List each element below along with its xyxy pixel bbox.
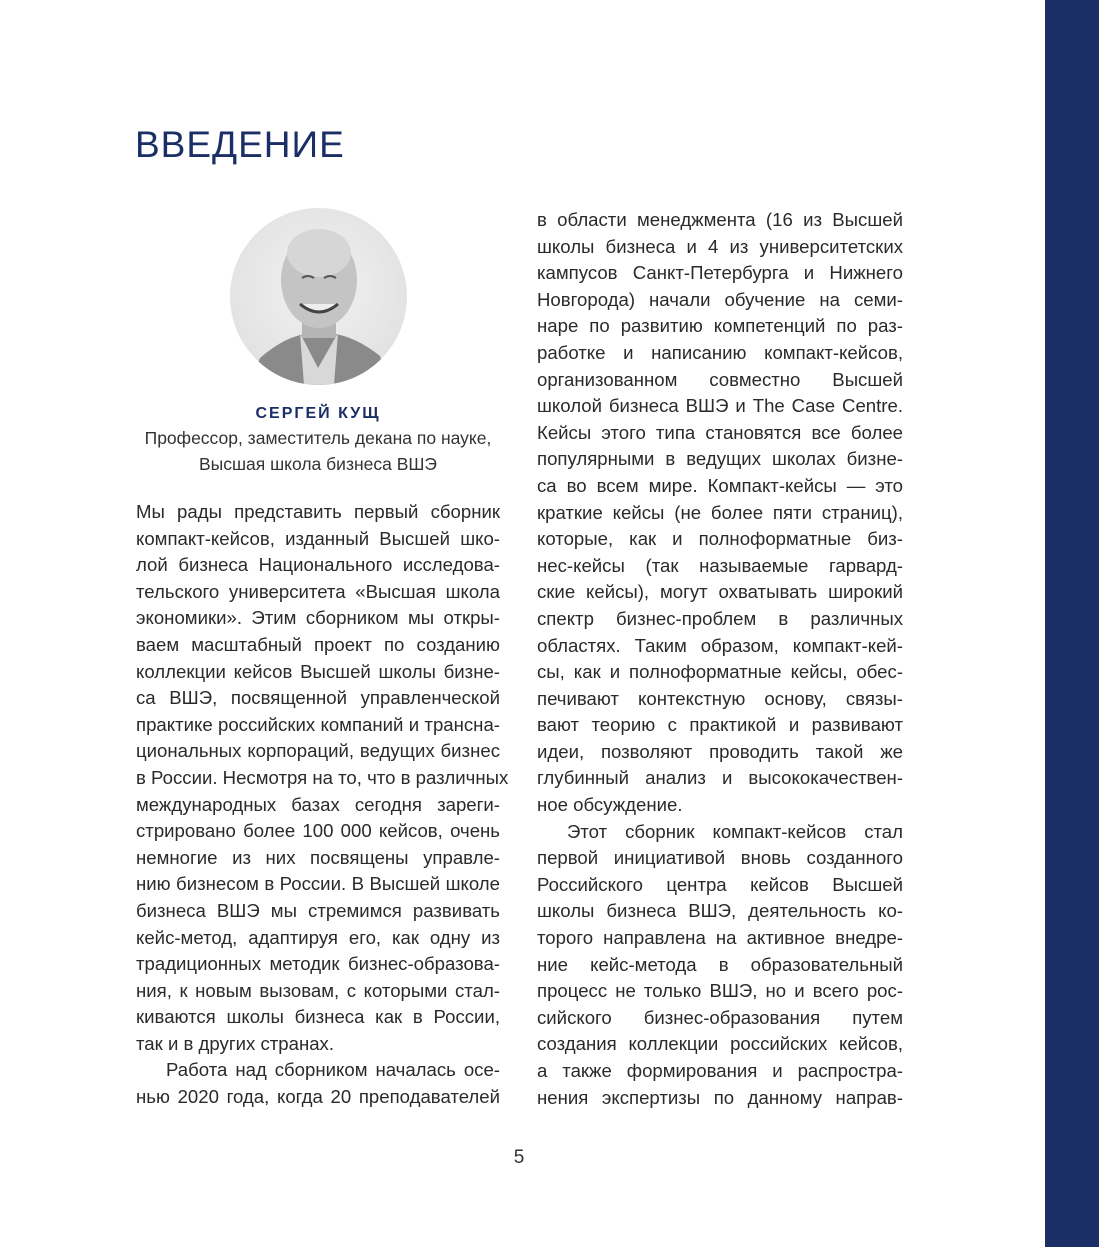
page-title: ВВЕДЕНИЕ — [135, 124, 345, 165]
text-line: стрировано более 100 000 кейсов, очень — [136, 820, 500, 842]
author-name: СЕРГЕЙ КУЩ — [255, 405, 381, 422]
text-line: школы бизнеса ВШЭ, деятельность ко- — [537, 900, 903, 922]
text-line: краткие кейсы (не более пяти страниц), — [537, 501, 903, 523]
text-line: которые, как и полноформатные биз- — [537, 528, 903, 550]
text-line: школы бизнеса и 4 из университетских — [537, 235, 903, 257]
text-line: международных базах сегодня зареги- — [136, 793, 500, 815]
text-line: создания коллекции российских кейсов, — [537, 1033, 903, 1055]
text-line: киваются школы бизнеса как в России, — [136, 1006, 500, 1028]
text-line: школой бизнеса ВШЭ и The Case Centre. — [537, 395, 903, 417]
text-line: торого направлена на активное внедре- — [537, 927, 903, 949]
text-line: са во всем мире. Компакт-кейсы — это — [537, 474, 903, 496]
text-line: экономики». Этим сборником мы откры- — [136, 607, 500, 629]
text-line: ное обсуждение. — [537, 794, 683, 816]
text-column-right — [537, 207, 903, 1111]
text-column-left — [136, 499, 509, 1111]
text-line: печивают контекстную основу, связы- — [537, 687, 903, 709]
text-line: нию бизнесом в России. В Высшей школе — [136, 873, 500, 895]
text-line: кейс-метод, адаптируя его, как одну из — [136, 926, 500, 948]
text-line: бизнеса ВШЭ мы стремимся развивать — [136, 899, 500, 921]
text-line: идеи, позволяют проводить такой же — [537, 740, 903, 762]
text-line: ваем масштабный проект по созданию — [136, 633, 500, 655]
text-line: нью 2020 года, когда 20 преподавателей — [136, 1086, 500, 1108]
page-number: 5 — [513, 1147, 525, 1168]
text-line: в области менеджмента (16 из Высшей — [537, 209, 903, 230]
portrait-image — [230, 208, 407, 385]
text-line: циональных корпораций, ведущих бизнес — [136, 740, 500, 762]
text-line: Этот сборник компакт-кейсов стал — [567, 820, 903, 842]
text-line: первой инициативой вновь созданного — [537, 847, 903, 869]
text-line: так и в других странах. — [136, 1032, 335, 1054]
text-line: нения экспертизы по данному направ- — [537, 1086, 903, 1108]
text-line: компакт-кейсов, изданный Высшей шко- — [136, 527, 500, 549]
text-line: Работа над сборником началась осе- — [166, 1059, 500, 1081]
text-line: немногие из них посвящены управле- — [136, 846, 500, 868]
text-line: работке и написанию компакт-кейсов, — [537, 341, 903, 363]
text-line: глубинный анализ и высококачествен- — [537, 767, 903, 789]
text-line: наре по развитию компетенций по раз- — [537, 315, 903, 337]
text-line: организованном совместно Высшей — [537, 368, 903, 390]
text-line: процесс не только ВШЭ, но и всего рос- — [537, 980, 903, 1002]
author-photo — [230, 208, 407, 385]
text-line: ские кейсы), могут охватывать широкий — [537, 581, 903, 603]
author-affiliation: Высшая школа бизнеса ВШЭ — [198, 454, 437, 474]
text-line: спектр бизнес-проблем в различных — [537, 607, 903, 629]
text-line: Мы рады представить первый сборник — [136, 501, 500, 522]
text-line: тельского университета «Высшая школа — [136, 580, 500, 602]
text-line: практике российских компаний и трансна- — [136, 713, 500, 735]
text-line: Кейсы этого типа становятся все более — [537, 421, 903, 443]
text-line: ния, к новым вызовам, с которыми стал- — [136, 979, 500, 1001]
text-line: традиционных методик бизнес-образова- — [136, 953, 500, 975]
text-line: Новгорода) начали обучение на семи- — [537, 288, 903, 310]
text-line: в России. Несмотря на то, что в различных — [136, 766, 509, 788]
text-line: нес-кейсы (так называемые гарвард- — [537, 554, 903, 576]
text-line: областях. Таким образом, компакт-кей- — [537, 634, 903, 656]
text-line: са ВШЭ, посвященной управленческой — [136, 687, 500, 709]
text-line: ние кейс-метода в образовательный — [537, 953, 903, 975]
text-line: сийского бизнес-образования путем — [537, 1006, 903, 1028]
text-line: коллекции кейсов Высшей школы бизне- — [136, 660, 500, 682]
author-role: Профессор, заместитель декана по науке, — [144, 428, 492, 448]
text-line: сы, как и полноформатные кейсы, обес- — [537, 661, 903, 683]
side-color-bar — [1045, 0, 1099, 1247]
text-line: лой бизнеса Национального исследова- — [136, 554, 500, 576]
text-line: популярными в ведущих школах бизне- — [537, 448, 903, 470]
text-line: кампусов Санкт-Петербурга и Нижнего — [537, 262, 903, 284]
text-line: а также формирования и распростра- — [537, 1060, 903, 1081]
text-line: вают теорию с практикой и развивают — [537, 714, 903, 736]
text-line: Российского центра кейсов Высшей — [537, 873, 903, 895]
